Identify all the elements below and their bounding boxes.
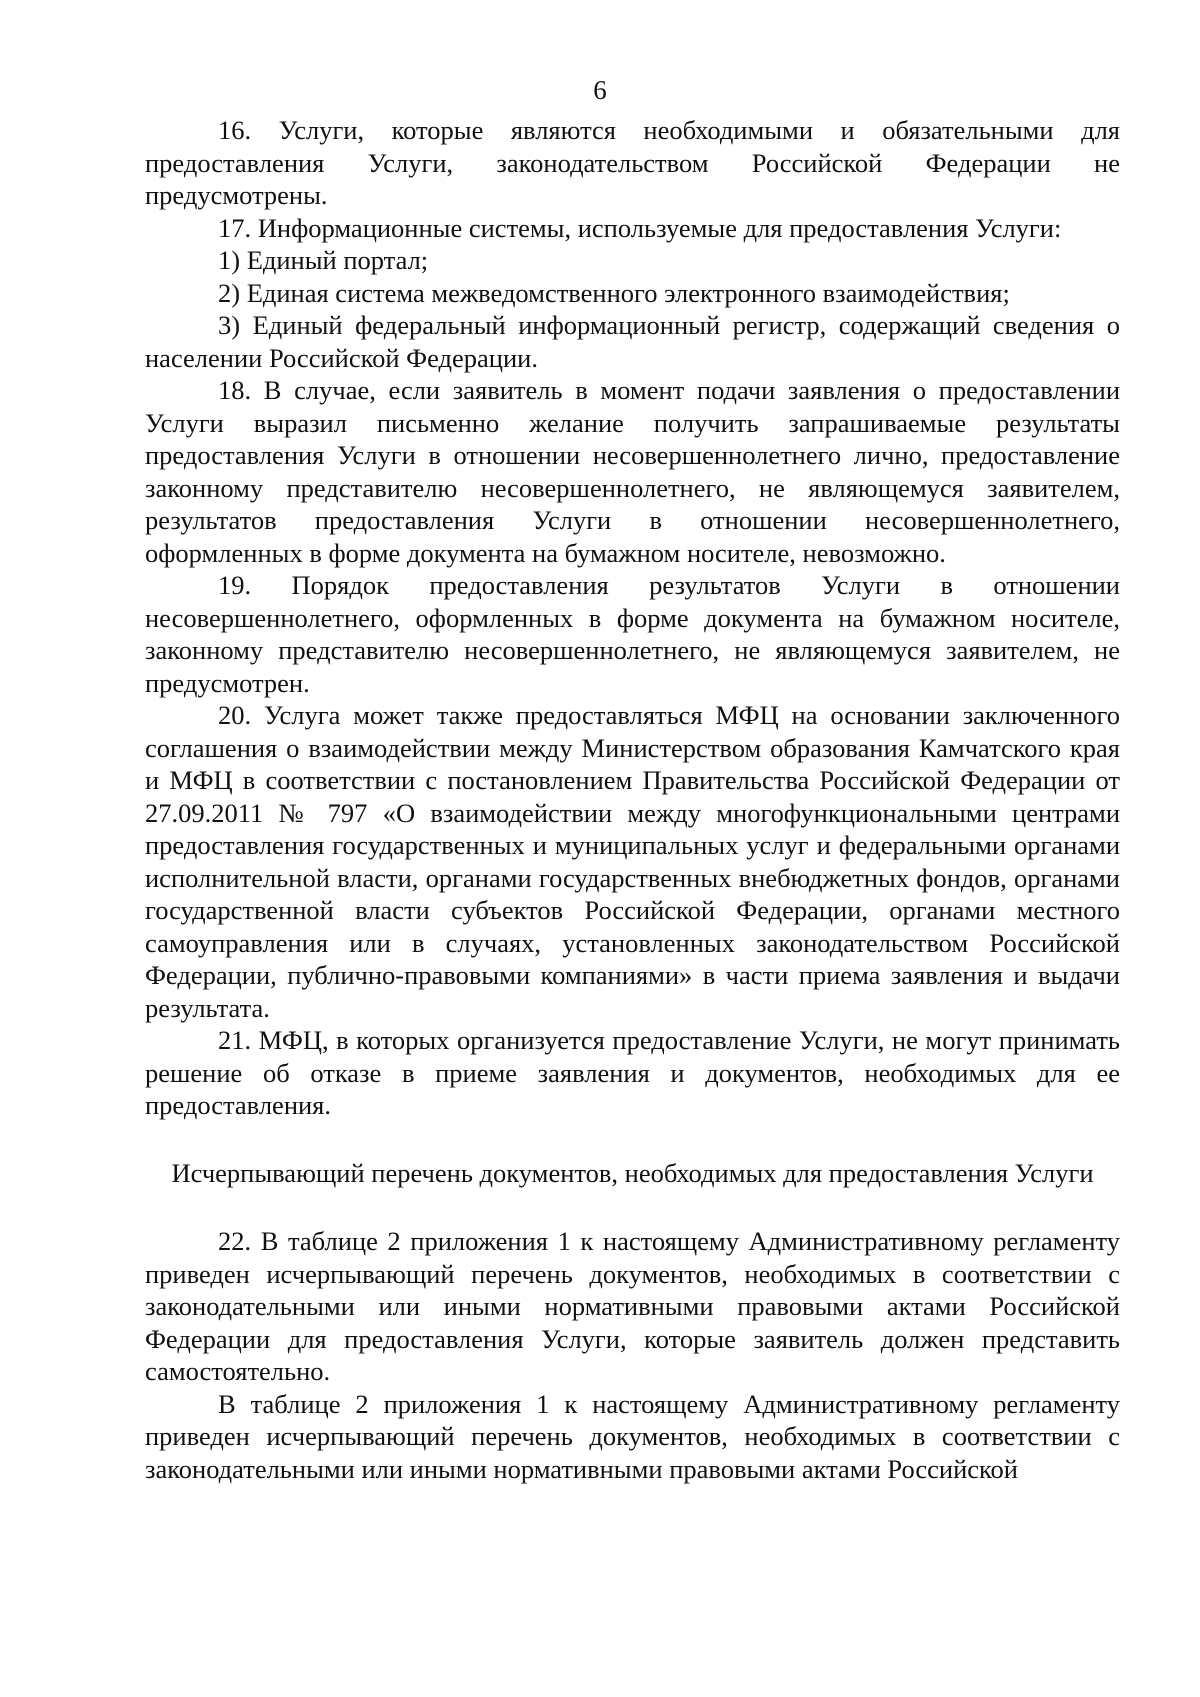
page-number: 6 <box>593 75 607 105</box>
paragraph-21: 21. МФЦ, в которых организуется предоставление Услуги, не могут принимать решение об отказе в приеме заявления и документов, необходимых для ее предоставления. <box>145 1025 1120 1120</box>
list-item-1: 1) Единый портал; <box>218 245 429 275</box>
paragraph-22: 22. В таблице 2 приложения 1 к настоящему Административному регламенту приведен исчерпывающий перечень документов, необходимых в соответствии с законодательными или иными нормативными правовыми актами Российской Федерации для предоставления Услуги, которые заявитель должен представить самостоятельно. <box>145 1226 1120 1386</box>
paragraph-18: 18. В случае, если заявитель в момент подачи заявления о предоставлении Услуги выразил письменно желание получить запрашиваемые результаты предоставления Услуги в отношении несовершеннолетнего лично, предоставление законному представителю несовершеннолетнего, не являющемуся заявителем, результатов предоставления Услуги в отношении несовершеннолетнего, оформленных в форме документа на бумажном носителе, невозможно. <box>145 375 1120 568</box>
section-heading: Исчерпывающий перечень документов, необходимых для предоставления Услуги <box>171 1157 1094 1188</box>
list-item-2: 2) Единая система межведомственного электронного взаимодействия; <box>218 277 1010 308</box>
section-heading-block <box>145 1157 1120 1190</box>
list-item-3: 3) Единый федеральный информационный регистр, содержащий сведения о населении Российской Федерации. <box>145 310 1120 373</box>
paragraph-17: 17. Информационные системы, используемые для предоставления Услуги: <box>218 212 1062 243</box>
paragraph-22-continued: В таблице 2 приложения 1 к настоящему Административному регламенту приведен исчерпывающий перечень документов, необходимых в соответствии с законодательными или иными нормативными правовыми актами Российской <box>145 1388 1120 1484</box>
paragraph-16: 16. Услуги, которые являются необходимыми и обязательными для предоставления Услуги, законодательством Российской Федерации не предусмотрены. <box>145 115 1120 210</box>
document-body <box>145 114 1120 1485</box>
paragraph-20: 20. Услуга может также предоставляться МФЦ на основании заключенного соглашения о взаимодействии между Министерством образования Камчатского края и МФЦ в соответствии с постановлением Правительства Российской Федерации от 27.09.2011 № 797 «О взаимодействии между многофункциональными центрами предоставления государственных и муниципальных услуг и федеральными органами исполнительной власти, органами государственных внебюджетных фондов, органами государственной власти субъектов Российской Федерации, органами местного самоуправления или в случаях, установленных законодательством Российской Федерации, публично-правовыми компаниями» в части приема заявления и выдачи результата. <box>145 700 1120 1023</box>
paragraph-19: 19. Порядок предоставления результатов Услуги в отношении несовершеннолетнего, оформленных в форме документа на бумажном носителе, законному представителю несовершеннолетнего, не являющемуся заявителем, не предусмотрен. <box>145 570 1120 698</box>
